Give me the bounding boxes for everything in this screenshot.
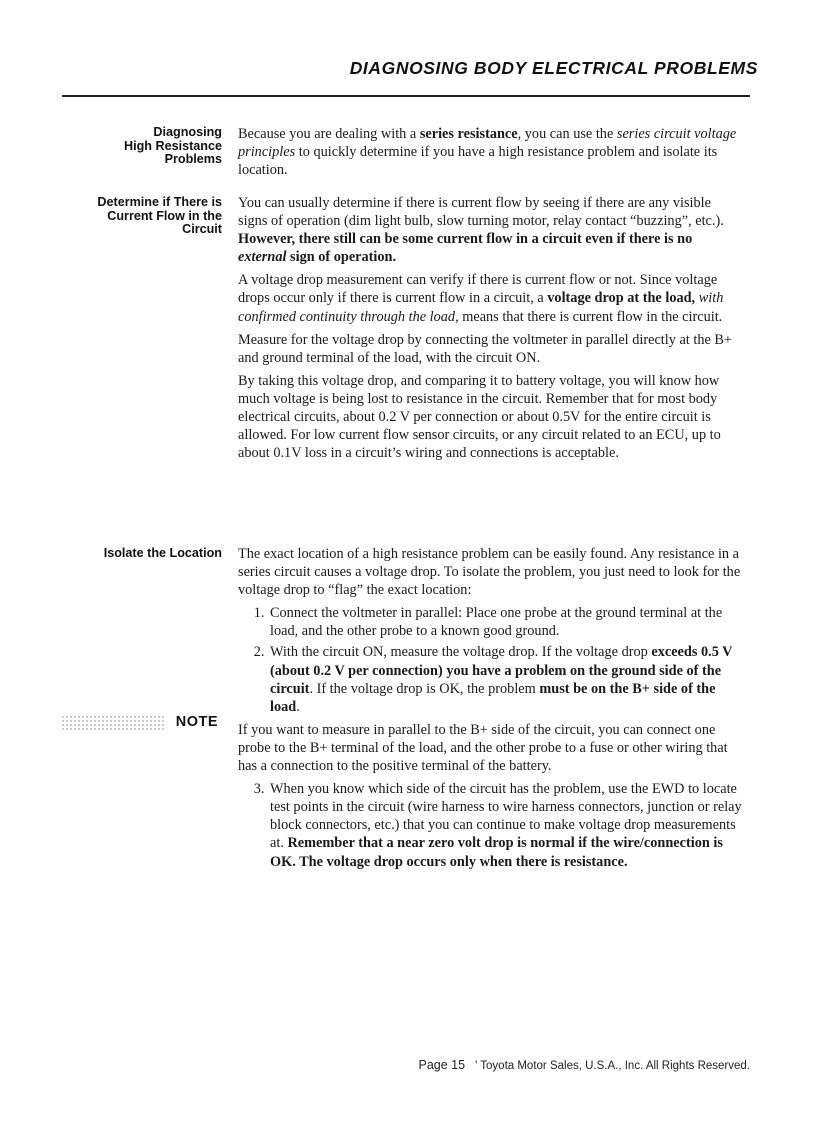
emphasis: must be on the B+ side of the load <box>270 680 716 715</box>
emphasis <box>238 231 692 265</box>
section-isolate-body <box>238 545 743 876</box>
text-run: sign of operation. <box>286 249 397 266</box>
text-run: Because you are dealing with a <box>238 126 420 142</box>
page-number: Page 15 <box>418 1058 466 1072</box>
text-run: , means that there is current flow in the circuit. <box>455 308 723 325</box>
text-run: However, there still can be some current flow in a circuit even if there is no <box>238 231 693 248</box>
paragraph <box>238 125 743 179</box>
text-run: You can usually determine if there is current flow by seeing if there are any visible signs of operation (dim light bulb, slow turning motor, relay contact “buzzing”, etc.). <box>238 195 724 230</box>
emphasis: exceeds 0.5 V (about 0.2 V per connection) you have a problem on the ground side of the circuit <box>270 644 733 697</box>
header-divider <box>62 95 750 97</box>
note-halftone-decoration <box>61 715 166 731</box>
note-callout <box>62 713 222 733</box>
steps-list <box>238 780 743 870</box>
side-heading-current-flow <box>62 196 222 237</box>
side-heading-line: Current Flow in the <box>107 208 222 223</box>
text-run: to quickly determine if you have a high resistance problem and isolate its location. <box>238 144 718 179</box>
side-heading-line: Circuit <box>182 222 222 236</box>
side-heading-line: Diagnosing <box>153 125 222 139</box>
note-label: NOTE <box>175 714 218 730</box>
italic-term: with confirmed continuity through the load <box>238 290 724 325</box>
paragraph <box>238 194 743 266</box>
side-heading-line: Problems <box>164 152 222 166</box>
text-run: When you know which side of the circuit has the problem, use the EWD to locate test points in the circuit (wire harness to wire harness connectors, junction or relay block connectors, etc.) that you can continue to make voltage drop measurements at. <box>270 781 742 852</box>
step-item <box>268 780 743 870</box>
steps-list <box>238 604 743 716</box>
copyright: ' Toyota Motor Sales, U.S.A., Inc. All Rights Reserved. <box>475 1060 750 1072</box>
text-run: . <box>296 698 300 715</box>
side-heading-line: High Resistance <box>124 138 222 153</box>
page-footer <box>419 1058 750 1072</box>
section-diagnosing-body <box>238 125 743 184</box>
text-run: With the circuit ON, measure the voltage drop. If the voltage drop <box>270 644 652 661</box>
paragraph: By taking this voltage drop, and comparing it to battery voltage, you will know how much voltage is being lost to resistance in the circuit. Remember that for most body electrical circuits, about 0.2 V per connection or about 0.5V for the entire circuit is allowed. For low current flow sensor circuits, or any circuit related to an ECU, up to about 0.1V loss in a circuit’s wiring and connections is acceptable. <box>238 372 721 462</box>
paragraph <box>238 271 743 325</box>
text-run: A voltage drop measurement can verify if there is current flow or not. Since voltage drops occur only if there is current flow in a circuit, a <box>238 272 718 307</box>
side-heading-isolate <box>62 547 222 561</box>
italic-term: series circuit voltage principles <box>238 126 737 161</box>
emphasis: voltage drop at the load, <box>547 290 696 307</box>
paragraph: The exact location of a high resistance problem can be easily found. Any resistance in a series circuit causes a voltage drop. To isolate the problem, you just need to look for the voltage drop to “flag” the exact location: <box>238 546 741 599</box>
text-run: , you can use the <box>517 126 617 142</box>
step-item <box>268 643 743 715</box>
paragraph: Measure for the voltage drop by connecting the voltmeter in parallel directly at the B+ and ground terminal of the load, with the circuit ON. <box>238 331 732 366</box>
text-run: . If the voltage drop is OK, the problem <box>309 680 540 697</box>
page-header-title: DIAGNOSING BODY ELECTRICAL PROBLEMS <box>349 58 758 78</box>
section-current-flow-body <box>238 194 743 467</box>
emphasis: Remember that a near zero volt drop is normal if the wire/connection is OK. The voltage drop occurs only when there is resistance. <box>270 835 723 870</box>
emphasis: series resistance <box>419 126 518 142</box>
note-paragraph: If you want to measure in parallel to the B+ side of the circuit, you can connect one probe to the B+ terminal of the load, and the other probe to a fuse or other wiring that has a connection to the positive terminal of the battery. <box>238 721 728 775</box>
italic-term: external <box>238 249 287 266</box>
step-item: 1. Connect the voltmeter in parallel: Place one probe at the ground terminal at the load, and the other probe to a known good ground. <box>268 604 743 640</box>
side-heading-diagnosing <box>62 126 222 167</box>
side-heading-line: Isolate the Location <box>103 546 222 560</box>
side-heading-line: Determine if There is <box>97 195 222 209</box>
